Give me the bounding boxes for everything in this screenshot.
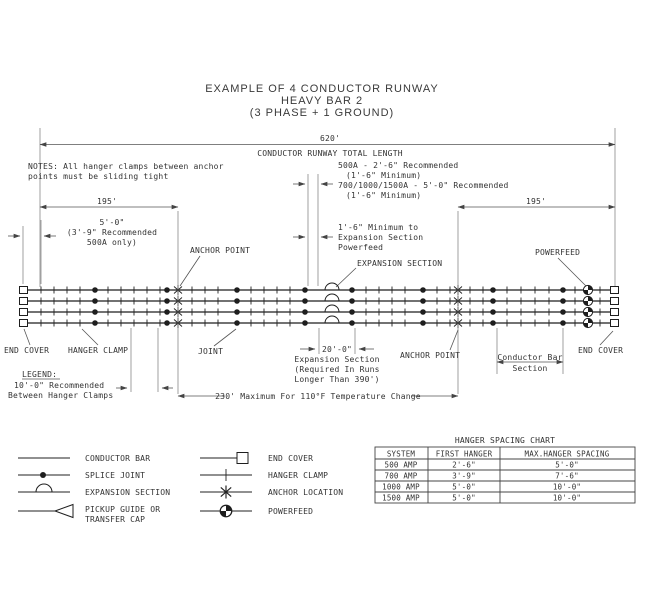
leader-end-cover-right — [600, 331, 613, 345]
conductor-line-3 — [20, 305, 619, 317]
label-bar-section-2: Section — [512, 364, 548, 373]
dim-first-hanger-2: (3'-9" Recommended — [66, 228, 158, 237]
legend-pickup-guide-label-2: TRANSFER CAP — [85, 515, 146, 524]
callout-expansion-section: EXPANSION SECTION — [357, 259, 443, 268]
notes-line1: NOTES: All hanger clamps between anchor — [28, 162, 224, 171]
legend-expansion-arc — [36, 484, 52, 492]
dim-pf-gap-2: Expansion Section — [338, 233, 424, 242]
chart-cell: 10'-0" — [552, 493, 582, 503]
legend-anchor-label: ANCHOR LOCATION — [268, 488, 344, 497]
dim-exp-len-3: (Required In Runs — [294, 365, 380, 374]
label-bar-section-1: Conductor Bar — [497, 353, 563, 362]
leader-end-cover-left — [24, 329, 30, 345]
dim-pf-gap-1: 1'-6" Minimum to — [338, 223, 419, 232]
chart-cell: 1500 AMP — [382, 493, 420, 503]
leader-hanger-clamp — [82, 329, 98, 345]
conductor-line-1 — [20, 283, 619, 295]
conductor-runway — [20, 283, 619, 328]
chart-cell: 2'-6" — [452, 460, 476, 470]
chart-cell: 5'-0" — [452, 482, 476, 492]
chart-row-700amp — [384, 472, 578, 481]
dim-exp-gap-2: (1'-6" Minimum) — [346, 171, 422, 180]
conductor-line-4 — [20, 316, 619, 328]
notes-line2: points must be sliding tight — [28, 172, 169, 181]
legend-splice-joint-label: SPLICE JOINT — [85, 471, 146, 480]
legend-end-cover-square — [237, 453, 248, 464]
dim-total-length-label: CONDUCTOR RUNWAY TOTAL LENGTH — [257, 149, 403, 158]
leader-anchor-left — [180, 256, 200, 286]
chart-header-first-hanger: FIRST HANGER — [435, 449, 493, 459]
dim-exp-len-4: Longer Than 390') — [294, 375, 380, 384]
chart-cell: 5'-0" — [555, 460, 579, 470]
drawing-title-line1: EXAMPLE OF 4 CONDUCTOR RUNWAY — [205, 83, 439, 95]
dim-span-right-value: 195' — [525, 197, 547, 206]
legend-end-cover-label: END COVER — [268, 454, 314, 463]
dim-first-hanger-3: 500A only) — [86, 238, 138, 247]
dim-exp-gap-1: 500A - 2'-6" Recommended — [338, 161, 459, 170]
legend-pickup-guide-triangle — [55, 505, 73, 518]
chart-header-system: SYSTEM — [386, 449, 416, 459]
hanger-spacing-chart — [375, 436, 635, 503]
chart-cell: 5'-0" — [452, 493, 476, 503]
legend-note-line2: Between Hanger Clamps — [8, 391, 114, 400]
chart-row-1500amp — [382, 494, 581, 503]
chart-cell: 7'-6" — [555, 471, 579, 481]
callout-powerfeed: POWERFEED — [535, 248, 581, 257]
legend-expansion-label: EXPANSION SECTION — [85, 488, 171, 497]
callout-anchor-point-left: ANCHOR POINT — [190, 246, 251, 255]
dim-exp-gap-4: (1'-6" Minimum) — [346, 191, 422, 200]
chart-header-max-spacing: MAX.HANGER SPACING — [524, 449, 610, 459]
dim-exp-gap-3: 700/1000/1500A - 5'-0" Recommended — [338, 181, 509, 190]
leader-expansion — [336, 268, 356, 287]
chart-row-500amp — [384, 461, 578, 470]
chart-title: HANGER SPACING CHART — [454, 436, 556, 445]
callout-end-cover-left: END COVER — [4, 346, 50, 355]
drawing-title-line3: (3 PHASE + 1 GROUND) — [249, 107, 395, 119]
dim-max-run: 230' Maximum For 110°F Temperature Change — [215, 392, 421, 401]
chart-cell: 500 AMP — [384, 460, 418, 470]
chart-cell: 1000 AMP — [382, 482, 420, 492]
callout-end-cover-right: END COVER — [578, 346, 624, 355]
leader-joint — [214, 329, 236, 346]
dim-total-length-value: 620' — [319, 134, 341, 143]
legend-conductor-bar-label: CONDUCTOR BAR — [85, 454, 151, 463]
legend-note-heading: LEGEND: — [22, 370, 58, 379]
dim-span-left-value: 195' — [96, 197, 118, 206]
chart-cell: 10'-0" — [552, 482, 582, 492]
legend-splice-joint-dot — [40, 472, 46, 478]
chart-row-1000amp — [382, 483, 581, 492]
dim-first-hanger-1: 5'-0" — [99, 218, 125, 227]
legend-powerfeed-symbol — [220, 505, 232, 517]
leader-powerfeed — [558, 258, 586, 286]
callout-hanger-clamp: HANGER CLAMP — [68, 346, 129, 355]
dim-pf-gap-3: Powerfeed — [338, 243, 384, 252]
drawing-title-line2: HEAVY BAR 2 — [280, 95, 364, 107]
callout-joint: JOINT — [198, 347, 224, 356]
legend-key — [18, 453, 343, 525]
legend-hanger-clamp-label: HANGER CLAMP — [268, 471, 329, 480]
leader-anchor-right — [450, 330, 458, 350]
conductor-line-2 — [20, 294, 619, 306]
callout-anchor-point-right: ANCHOR POINT — [400, 351, 461, 360]
legend-pickup-guide-label-1: PICKUP GUIDE OR — [85, 505, 161, 514]
legend-note-line1: 10'-0" Recommended — [14, 381, 105, 390]
dim-exp-len-1: 20'-0" — [321, 345, 353, 354]
chart-cell: 700 AMP — [384, 471, 418, 481]
dim-exp-len-2: Expansion Section — [294, 355, 380, 364]
legend-powerfeed-label: POWERFEED — [268, 507, 314, 516]
chart-cell: 3'-9" — [452, 471, 476, 481]
